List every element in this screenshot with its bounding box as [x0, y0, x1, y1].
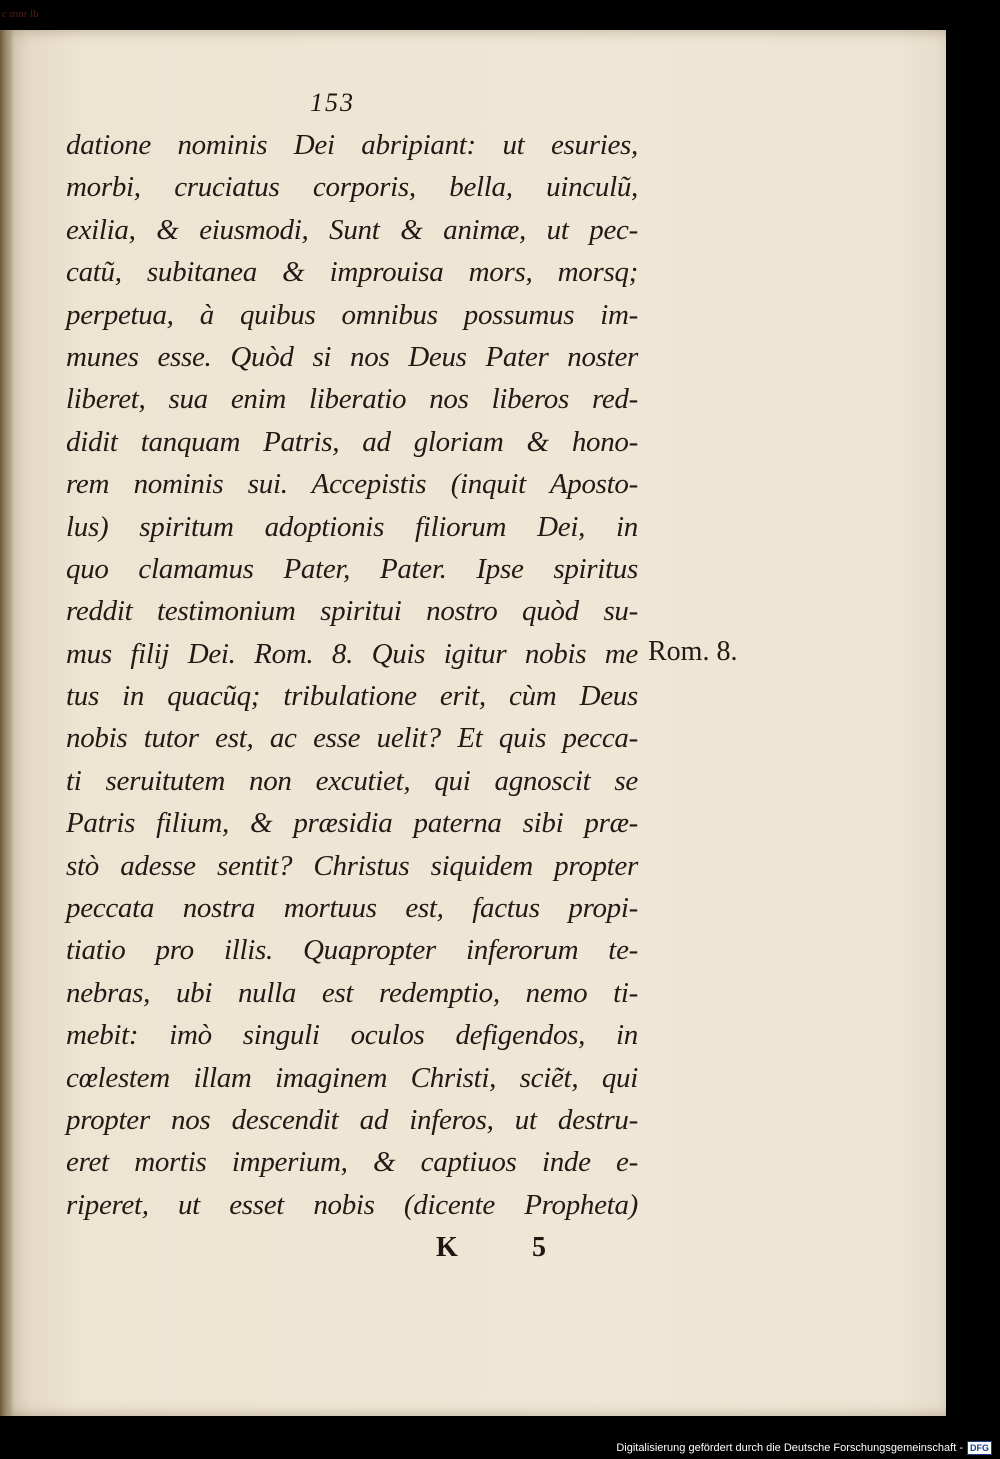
- text-line: quo clamamus Pater, Pater. Ipse spiritus: [66, 552, 638, 585]
- text-line: Patris filium, & præsidia paterna sibi præ-: [66, 807, 638, 840]
- text-line: exilia, & eiusmodi, Sunt & animæ, ut pec-: [66, 213, 638, 246]
- text-line: stò adesse sentit? Christus siquidem propter: [66, 849, 638, 882]
- text-line: rem nominis sui. Accepistis (inquit Aposto-: [66, 468, 638, 501]
- text-line: mus filij Dei. Rom. 8. Quis igitur nobis me: [66, 637, 638, 670]
- text-line: datione nominis Dei abripiant: ut esuries,: [66, 129, 638, 161]
- corner-mark: c mnr lb: [2, 8, 39, 20]
- text-line: cœlestem illam imaginem Christi, sciẽt, qui: [66, 1061, 638, 1094]
- text-line: ti seruitutem non excutiet, qui agnoscit se: [66, 764, 638, 797]
- credit-text: Digitalisierung gefördert durch die Deutsche Forschungsgemeinschaft -: [616, 1442, 963, 1454]
- text-line: catũ, subitanea & improuisa mors, morsq;: [66, 256, 638, 289]
- text-line: eret mortis imperium, & captiuos inde e-: [66, 1146, 638, 1179]
- dfg-logo-icon: DFG: [967, 1441, 992, 1455]
- text-line: propter nos descendit ad inferos, ut destru-: [66, 1103, 638, 1136]
- signature-mark: [436, 1232, 546, 1264]
- text-line: nobis tutor est, ac esse uelit? Et quis pecca-: [66, 722, 638, 755]
- text-line: lus) spiritum adoptionis filiorum Dei, in: [66, 510, 638, 543]
- text-line: didit tanquam Patris, ad gloriam & hono-: [66, 425, 638, 458]
- text-line: mebit: imò singuli oculos defigendos, in: [66, 1019, 638, 1052]
- text-line: nebras, ubi nulla est redemptio, nemo ti-: [66, 976, 638, 1009]
- text-line: tus in quacũq; tribulatione erit, cùm Deus: [66, 680, 638, 713]
- text-line: liberet, sua enim liberatio nos liberos red-: [66, 383, 638, 416]
- signature-number: 5: [532, 1232, 546, 1263]
- text-line: reddit testimonium spiritui nostro quòd su-: [66, 595, 638, 628]
- text-line: perpetua, à quibus omnibus possumus im-: [66, 298, 638, 331]
- text-line: peccata nostra mortuus est, factus propi-: [66, 892, 638, 925]
- page-binding-edge: [0, 30, 14, 1416]
- text-line: tiatio pro illis. Quapropter inferorum te-: [66, 934, 638, 967]
- page-number: 153: [310, 88, 355, 117]
- text-line: munes esse. Quòd si nos Deus Pater noster: [66, 340, 638, 373]
- margin-note: Rom. 8.: [648, 636, 738, 667]
- text-line: morbi, cruciatus corporis, bella, uinculũ,: [66, 171, 638, 204]
- signature-letter: K: [436, 1232, 458, 1263]
- digitization-credit: [616, 1441, 992, 1455]
- text-line: riperet, ut esset nobis (dicente Propheta): [66, 1188, 638, 1221]
- body-text: [66, 124, 638, 1226]
